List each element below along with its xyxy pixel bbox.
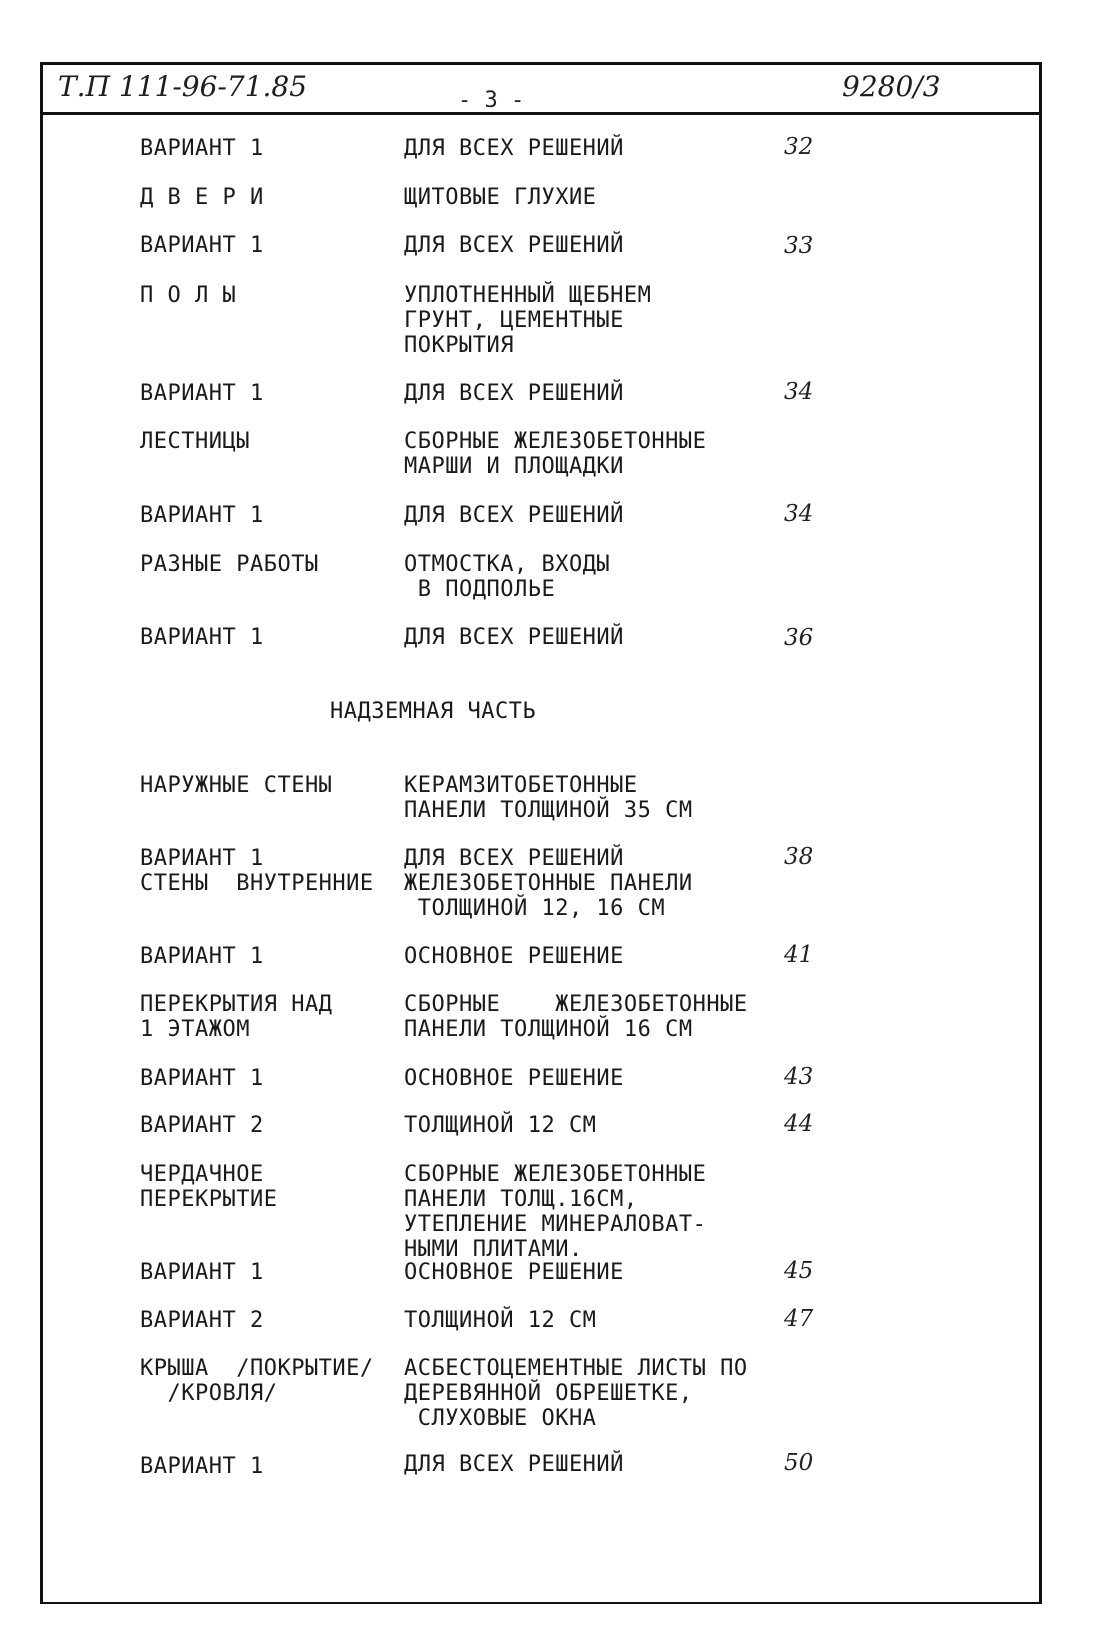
row-page: 32 bbox=[784, 134, 814, 160]
row-left: Д В Е Р И bbox=[140, 185, 264, 210]
row-left: НАРУЖНЫЕ СТЕНЫ bbox=[140, 773, 333, 798]
row-right: СБОРНЫЕ ЖЕЛЕЗОБЕТОННЫЕ ПАНЕЛИ ТОЛЩИНОЙ 16 СМ bbox=[404, 992, 748, 1042]
row-right: СБОРНЫЕ ЖЕЛЕЗОБЕТОННЫЕ ПАНЕЛИ ТОЛЩ.16СМ, УТЕПЛЕНИЕ МИНЕРАЛОВАТ- НЫМИ ПЛИТАМИ. bbox=[404, 1162, 707, 1262]
row-left: КРЫША /ПОКРЫТИЕ/ /КРОВЛЯ/ bbox=[140, 1356, 374, 1406]
row-right: ОТМОСТКА, ВХОДЫ В ПОДПОЛЬЕ bbox=[404, 552, 611, 602]
row-left: ВАРИАНТ 1 bbox=[140, 944, 264, 969]
row-left: ВАРИАНТ 1 bbox=[140, 625, 264, 650]
row-right: СБОРНЫЕ ЖЕЛЕЗОБЕТОННЫЕ МАРШИ И ПЛОЩАДКИ bbox=[404, 429, 707, 479]
row-right: АСБЕСТОЦЕМЕНТНЫЕ ЛИСТЫ ПО ДЕРЕВЯННОЙ ОБРЕШЕТКЕ, СЛУХОВЫЕ ОКНА bbox=[404, 1356, 748, 1431]
row-page: 36 bbox=[784, 625, 814, 651]
row-left: ВАРИАНТ 1 bbox=[140, 381, 264, 406]
sheet-code: 9280/3 bbox=[842, 70, 941, 103]
row-page: 34 bbox=[784, 501, 814, 527]
row-right: ОСНОВНОЕ РЕШЕНИЕ bbox=[404, 1260, 624, 1285]
row-left: ВАРИАНТ 1 bbox=[140, 233, 264, 258]
page-number: - 3 - bbox=[458, 88, 525, 113]
row-right: КЕРАМЗИТОБЕТОННЫЕ ПАНЕЛИ ТОЛЩИНОЙ 35 СМ bbox=[404, 773, 693, 823]
row-right: ТОЛЩИНОЙ 12 СМ bbox=[404, 1308, 597, 1333]
row-page: 41 bbox=[784, 942, 814, 968]
row-left: ВАРИАНТ 1 bbox=[140, 1066, 264, 1091]
row-left: ВАРИАНТ 1 bbox=[140, 1454, 264, 1479]
row-page: 47 bbox=[784, 1306, 814, 1332]
row-right: ДЛЯ ВСЕХ РЕШЕНИЙ bbox=[404, 503, 624, 528]
row-right: ОСНОВНОЕ РЕШЕНИЕ bbox=[404, 944, 624, 969]
row-page: 44 bbox=[784, 1111, 814, 1137]
row-right: ДЛЯ ВСЕХ РЕШЕНИЙ bbox=[404, 1452, 624, 1477]
row-page: 38 bbox=[784, 844, 814, 870]
row-page: 33 bbox=[784, 233, 814, 259]
row-left: ЛЕСТНИЦЫ bbox=[140, 429, 250, 454]
row-page: 34 bbox=[784, 379, 814, 405]
row-right: ДЛЯ ВСЕХ РЕШЕНИЙ bbox=[404, 233, 624, 258]
row-left: ЧЕРДАЧНОЕ ПЕРЕКРЫТИЕ bbox=[140, 1162, 278, 1212]
doc-code: Т.П 111-96-71.85 bbox=[58, 70, 308, 103]
row-page: 50 bbox=[784, 1450, 814, 1476]
row-left: ВАРИАНТ 1 bbox=[140, 136, 264, 161]
row-right: ЩИТОВЫЕ ГЛУХИЕ bbox=[404, 185, 597, 210]
row-left: ВАРИАНТ 2 bbox=[140, 1308, 264, 1333]
header-divider bbox=[40, 112, 1042, 115]
row-left: РАЗНЫЕ РАБОТЫ bbox=[140, 552, 319, 577]
row-right: ДЛЯ ВСЕХ РЕШЕНИЙ bbox=[404, 381, 624, 406]
row-left: ВАРИАНТ 1 bbox=[140, 1260, 264, 1285]
row-page: 45 bbox=[784, 1258, 814, 1284]
section-title: НАДЗЕМНАЯ ЧАСТЬ bbox=[330, 699, 537, 724]
row-page: 43 bbox=[784, 1064, 814, 1090]
row-right: ДЛЯ ВСЕХ РЕШЕНИЙ ЖЕЛЕЗОБЕТОННЫЕ ПАНЕЛИ ТОЛЩИНОЙ 12, 16 СМ bbox=[404, 846, 693, 921]
row-right: ОСНОВНОЕ РЕШЕНИЕ bbox=[404, 1066, 624, 1091]
row-left: ВАРИАНТ 2 bbox=[140, 1113, 264, 1138]
row-left: ПЕРЕКРЫТИЯ НАД 1 ЭТАЖОМ bbox=[140, 992, 333, 1042]
row-right: ДЛЯ ВСЕХ РЕШЕНИЙ bbox=[404, 136, 624, 161]
row-left: П О Л Ы bbox=[140, 283, 237, 308]
row-left: ВАРИАНТ 1 bbox=[140, 503, 264, 528]
row-right: ТОЛЩИНОЙ 12 СМ bbox=[404, 1113, 597, 1138]
row-right: УПЛОТНЕННЫЙ ЩЕБНЕМ ГРУНТ, ЦЕМЕНТНЫЕ ПОКРЫТИЯ bbox=[404, 283, 652, 358]
row-left: ВАРИАНТ 1 СТЕНЫ ВНУТРЕННИЕ bbox=[140, 846, 374, 896]
row-right: ДЛЯ ВСЕХ РЕШЕНИЙ bbox=[404, 625, 624, 650]
